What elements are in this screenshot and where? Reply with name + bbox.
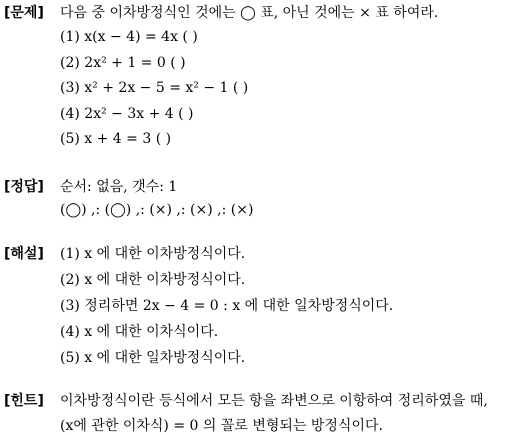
- explanation-item-5: (5) x 에 대한 일차방정식이다.: [60, 350, 246, 366]
- problem-item-2: (2) 2x² + 1 = 0 ( ): [60, 55, 186, 71]
- problem-label: [문제]: [4, 5, 44, 21]
- answer-marks: (◯) ,: (◯) ,: (×) ,: (×) ,: (×): [60, 202, 254, 218]
- hint-label: [힌트]: [4, 393, 44, 409]
- problem-item-3: (3) x² + 2x − 5 = x² − 1 ( ): [60, 80, 249, 96]
- answer-label: [정답]: [4, 179, 44, 195]
- explanation-item-2: (2) x 에 대한 이차방정식이다.: [60, 272, 246, 288]
- explanation-item-1: (1) x 에 대한 이차방정식이다.: [60, 246, 246, 262]
- answer-summary: 순서: 없음, 갯수: 1: [60, 179, 178, 195]
- explanation-label: [해설]: [4, 246, 44, 262]
- problem-item-4: (4) 2x² − 3x + 4 ( ): [60, 106, 194, 122]
- problem-item-5: (5) x + 4 = 3 ( ): [60, 131, 172, 147]
- explanation-item-4: (4) x 에 대한 이차식이다.: [60, 324, 219, 340]
- problem-question: 다음 중 이차방정식인 것에는 ◯ 표, 아닌 것에는 × 표 하여라.: [60, 5, 439, 21]
- problem-item-1: (1) x(x − 4) = 4x ( ): [60, 29, 198, 45]
- hint-line-2: (x에 관한 이차식) = 0 의 꼴로 변형되는 방정식이다.: [60, 418, 383, 434]
- hint-line-1: 이차방정식이란 등식에서 모든 항을 좌변으로 이항하여 정리하였을 때,: [60, 393, 488, 409]
- explanation-item-3: (3) 정리하면 2x − 4 = 0 : x 에 대한 일차방정식이다.: [60, 298, 394, 314]
